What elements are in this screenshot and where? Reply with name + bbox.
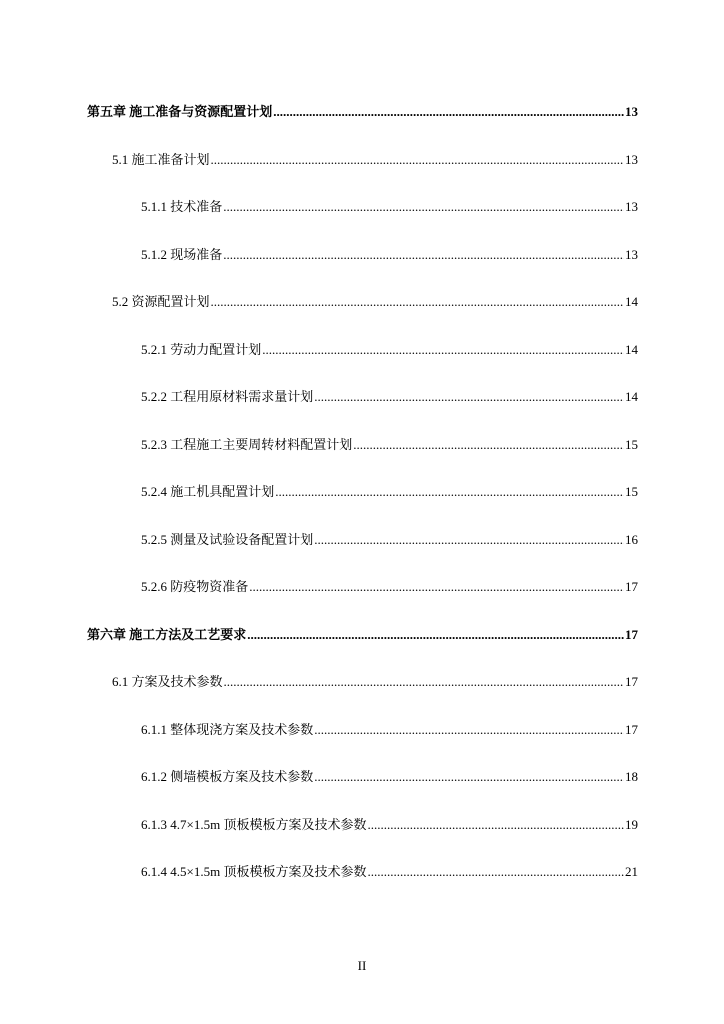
toc-dot-leader — [247, 627, 624, 643]
toc-entry-title: 6.1.1 整体现浇方案及技术参数 — [141, 722, 314, 737]
toc-entry[interactable] — [141, 199, 638, 215]
toc-dot-leader — [223, 199, 624, 215]
toc-entry-page: 19 — [625, 817, 638, 832]
toc-dot-leader — [273, 104, 624, 120]
toc-dot-leader — [314, 389, 624, 405]
toc-entry-title: 第六章 施工方法及工艺要求 — [87, 627, 247, 642]
toc-entry[interactable] — [141, 342, 638, 358]
toc-dot-leader — [367, 864, 624, 880]
toc-entry[interactable] — [87, 104, 638, 120]
toc-entry[interactable] — [141, 437, 638, 453]
toc-entry-page: 18 — [625, 769, 638, 784]
toc-entry[interactable] — [141, 722, 638, 738]
toc-entry[interactable] — [141, 864, 638, 880]
toc-entry-title: 第五章 施工准备与资源配置计划 — [87, 104, 273, 119]
toc-dot-leader — [314, 532, 624, 548]
toc-entry-title: 5.2.1 劳动力配置计划 — [141, 342, 262, 357]
toc-entry[interactable] — [112, 674, 638, 690]
toc-entry[interactable] — [141, 532, 638, 548]
toc-dot-leader — [223, 247, 624, 263]
toc-entry[interactable] — [87, 627, 638, 643]
toc-entry-page: 14 — [625, 389, 638, 404]
toc-entry-title: 5.2.3 工程施工主要周转材料配置计划 — [141, 437, 353, 452]
toc-entry[interactable] — [141, 579, 638, 595]
toc-entry-page: 17 — [625, 674, 638, 689]
toc-entry[interactable] — [141, 247, 638, 263]
toc-entry-page: 13 — [625, 104, 638, 119]
toc-entry-title: 6.1.2 侧墙模板方案及技术参数 — [141, 769, 314, 784]
toc-entry-title: 5.2.4 施工机具配置计划 — [141, 484, 275, 499]
toc-entry-title: 5.2 资源配置计划 — [112, 294, 210, 309]
toc-entry-page: 13 — [625, 152, 638, 167]
toc-dot-leader — [262, 342, 624, 358]
toc-dot-leader — [211, 152, 624, 168]
toc-dot-leader — [314, 769, 624, 785]
toc-entry-title: 5.1 施工准备计划 — [112, 152, 210, 167]
toc-entry-page: 21 — [625, 864, 638, 879]
toc-dot-leader — [211, 294, 624, 310]
page-number: II — [357, 958, 367, 973]
toc-dot-leader — [353, 437, 624, 453]
toc-entry-title: 5.2.6 防疫物资准备 — [141, 579, 249, 594]
toc-entry-page: 17 — [625, 627, 638, 642]
toc-dot-leader — [275, 484, 624, 500]
toc-entry-title: 5.2.5 测量及试验设备配置计划 — [141, 532, 314, 547]
toc-entry[interactable] — [112, 294, 638, 310]
toc-entry[interactable] — [141, 769, 638, 785]
toc-entry[interactable] — [141, 817, 638, 833]
toc-entry[interactable] — [141, 389, 638, 405]
toc-entry[interactable] — [112, 152, 638, 168]
toc-entry-page: 13 — [625, 247, 638, 262]
toc-entry-title: 6.1.3 4.7×1.5m 顶板模板方案及技术参数 — [141, 817, 367, 832]
toc-entry-page: 15 — [625, 484, 638, 499]
toc-entry-title: 6.1 方案及技术参数 — [112, 674, 223, 689]
toc-entry[interactable] — [141, 484, 638, 500]
toc-entry-page: 16 — [625, 532, 638, 547]
toc-entry-title: 5.2.2 工程用原材料需求量计划 — [141, 389, 314, 404]
toc-dot-leader — [224, 674, 624, 690]
toc-entry-page: 17 — [625, 722, 638, 737]
toc-entry-title: 5.1.2 现场准备 — [141, 247, 223, 262]
toc-dot-leader — [367, 817, 624, 833]
toc-entry-page: 13 — [625, 199, 638, 214]
toc-entry-page: 14 — [625, 294, 638, 309]
toc-dot-leader — [249, 579, 624, 595]
toc-entry-page: 14 — [625, 342, 638, 357]
toc-entry-title: 5.1.1 技术准备 — [141, 199, 223, 214]
toc-dot-leader — [314, 722, 624, 738]
toc-entry-title: 6.1.4 4.5×1.5m 顶板模板方案及技术参数 — [141, 864, 367, 879]
toc-entry-page: 17 — [625, 579, 638, 594]
toc-entry-page: 15 — [625, 437, 638, 452]
